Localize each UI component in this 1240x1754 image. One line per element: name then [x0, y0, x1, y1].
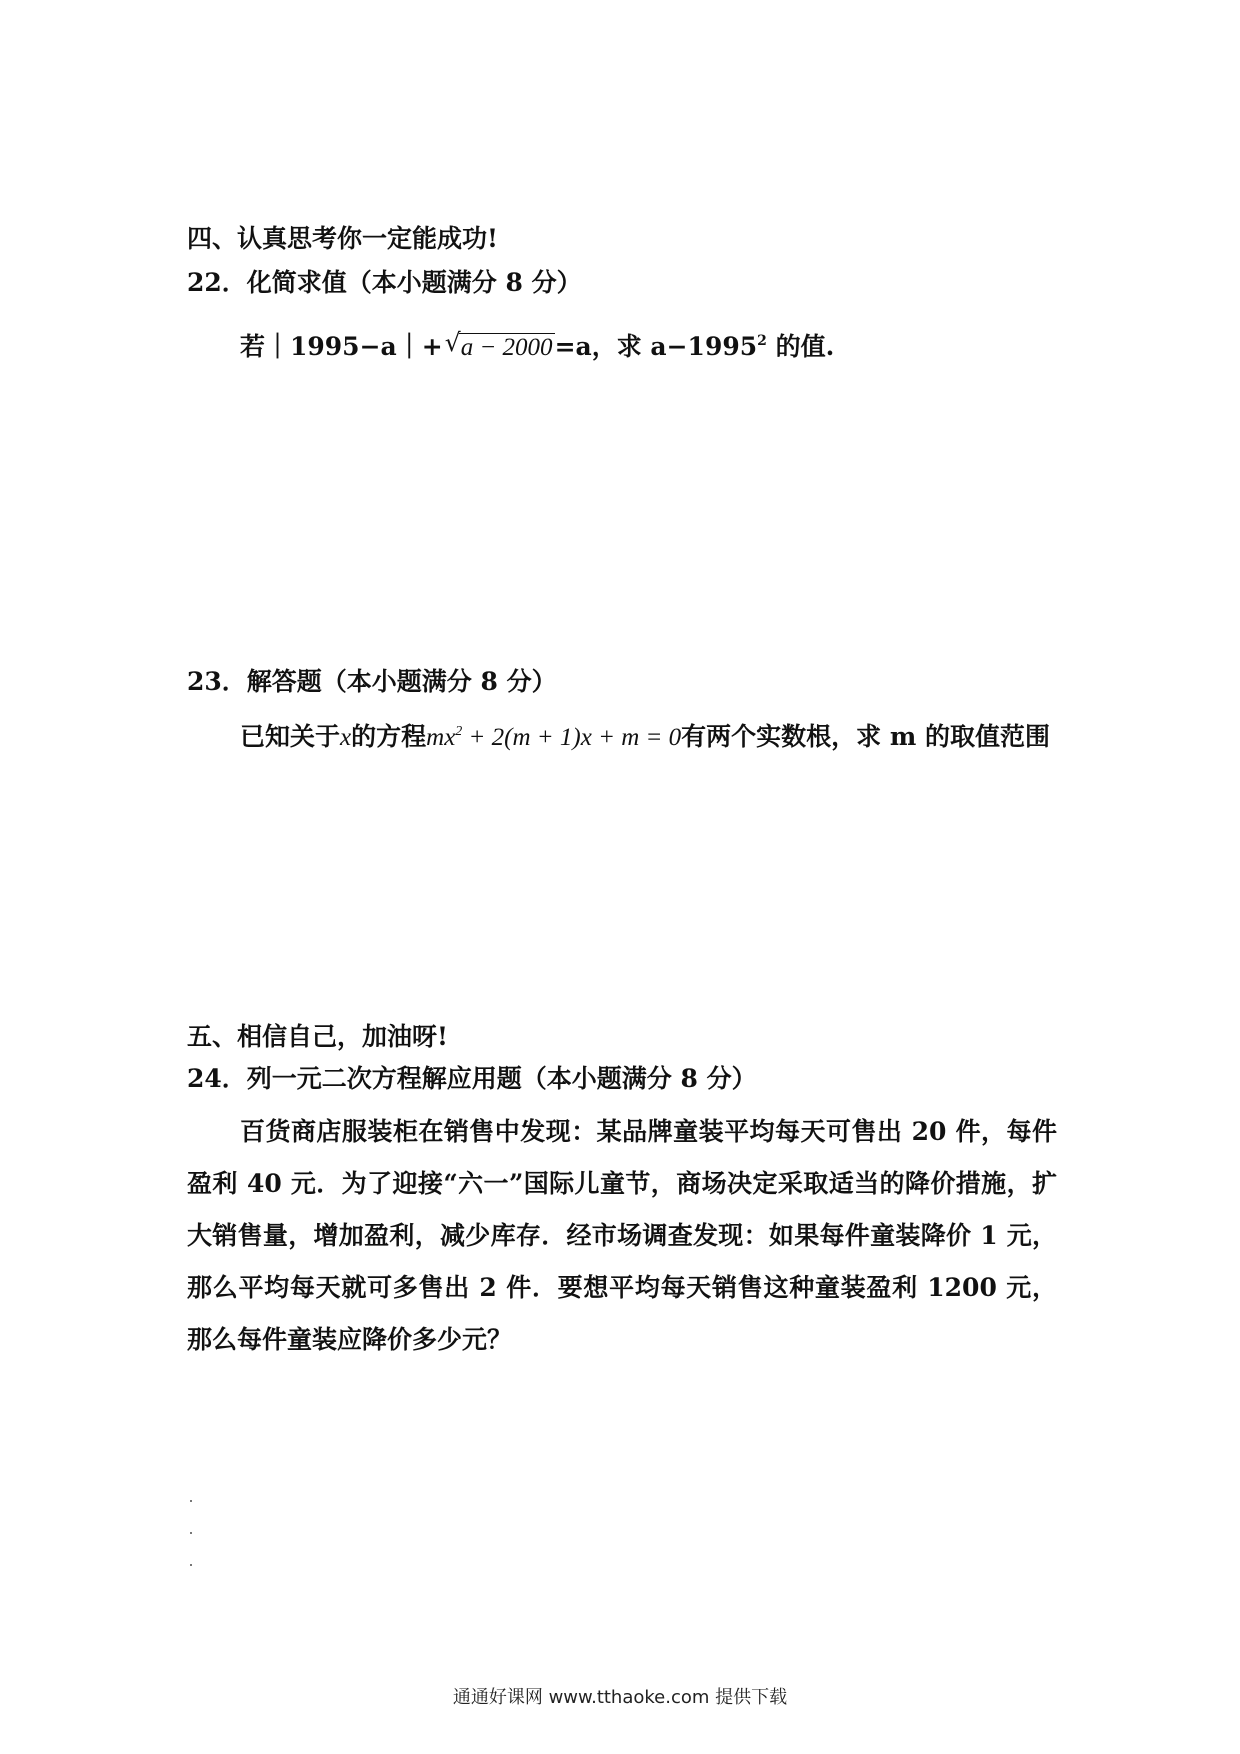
radical-sign-icon: √: [444, 328, 461, 357]
question-22-body: [240, 330, 834, 365]
scan-dot: [190, 1532, 192, 1534]
section-four-heading: 四、认真思考你一定能成功!: [187, 224, 498, 253]
question-22-heading: 22．化简求值（本小题满分 8 分）: [187, 268, 582, 297]
q23-equation-lead: mx: [426, 724, 456, 751]
q23-prefix: 已知关于: [240, 722, 341, 751]
q22-suffix: 的值.: [766, 332, 835, 361]
q22-exponent: 2: [757, 333, 767, 349]
page-footer: 通通好课网 www.tthaoke.com 提供下载: [452, 1687, 788, 1708]
scan-dot: [190, 1500, 192, 1502]
question-24-heading: 24．列一元二次方程解应用题（本小题满分 8 分）: [187, 1064, 757, 1093]
question-23-body: [240, 720, 1050, 755]
question-24-body: 百货商店服装柜在销售中发现：某品牌童装平均每天可售出 20 件，每件盈利 40 元．为了迎接“六一”国际儿童节，商场决定采取适当的降价措施，扩大销售量，增加盈利，减少库存．经市场调查发现：如果每件童装降价 1 元，那么平均每天就可多售出 2 件．要想平均每天销售这种童装盈利 1200 元，那么每件童装应降价多少元？: [187, 1117, 1057, 1354]
q22-middle: =a，求 a−1995: [554, 332, 758, 361]
section-five-heading: 五、相信自己，加油呀!: [187, 1022, 448, 1051]
scan-dot: [190, 1564, 192, 1566]
q23-mid: 的方程: [351, 722, 427, 751]
q22-radicand: a − 2000: [460, 334, 553, 361]
question-23-heading: 23．解答题（本小题满分 8 分）: [187, 667, 557, 696]
q22-prefix: 若｜1995−a｜+: [240, 332, 443, 361]
q23-var-x: x: [340, 724, 352, 751]
square-root: [445, 330, 555, 365]
q23-equation-exp: 2: [455, 724, 463, 739]
q23-suffix: 有两个实数根，求 m 的取值范围: [681, 722, 1051, 751]
q23-equation-tail: + 2(m + 1)x + m = 0: [462, 724, 682, 751]
